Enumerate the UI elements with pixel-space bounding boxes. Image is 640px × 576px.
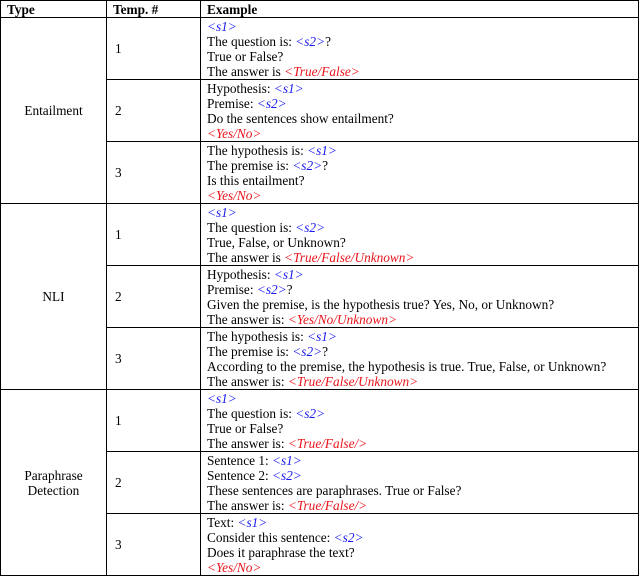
example-line bbox=[207, 173, 632, 188]
template-number: 3 bbox=[107, 328, 201, 390]
prompt-text: The premise is: bbox=[207, 158, 293, 173]
table-row bbox=[1, 390, 639, 452]
example-line bbox=[207, 297, 632, 312]
template-number: 2 bbox=[107, 80, 201, 142]
prompt-text: Sentence 1: bbox=[207, 453, 272, 468]
example-line bbox=[207, 391, 632, 406]
prompt-text: The answer is bbox=[207, 250, 285, 265]
prompt-text: Hypothesis: bbox=[207, 81, 274, 96]
placeholder-token: <s2> bbox=[292, 344, 323, 359]
template-number: 2 bbox=[107, 266, 201, 328]
prompt-text: Is this entailment? bbox=[207, 173, 305, 188]
template-number: 1 bbox=[107, 390, 201, 452]
table-row bbox=[1, 18, 639, 80]
example-line bbox=[207, 250, 632, 265]
example-line bbox=[207, 329, 632, 344]
answer-choices: <Yes/No> bbox=[207, 560, 262, 575]
answer-choices: <True/False/Unknown> bbox=[284, 250, 415, 265]
example-line bbox=[207, 267, 632, 282]
placeholder-token: <s2> bbox=[256, 96, 287, 111]
answer-choices: <True/False> bbox=[284, 64, 360, 79]
answer-choices: <True/False/> bbox=[287, 436, 368, 451]
example-line bbox=[207, 359, 632, 374]
example-cell bbox=[201, 452, 639, 514]
example-line bbox=[207, 453, 632, 468]
placeholder-token: <s1> bbox=[272, 453, 302, 468]
example-line bbox=[207, 282, 632, 297]
example-line bbox=[207, 205, 632, 220]
example-line bbox=[207, 436, 632, 451]
prompt-text: The premise is: bbox=[207, 344, 293, 359]
placeholder-token: <s2> bbox=[333, 530, 364, 545]
prompt-text: ? bbox=[286, 282, 293, 297]
prompt-text: The answer is: bbox=[207, 374, 288, 389]
example-cell bbox=[201, 80, 639, 142]
template-number: 1 bbox=[107, 18, 201, 80]
placeholder-token: <s2> bbox=[256, 282, 287, 297]
example-line bbox=[207, 374, 632, 389]
placeholder-token: <s1> bbox=[307, 143, 337, 158]
example-line bbox=[207, 19, 632, 34]
example-line bbox=[207, 545, 632, 560]
example-line bbox=[207, 111, 632, 126]
header-row bbox=[1, 1, 639, 18]
placeholder-token: <s1> bbox=[207, 19, 237, 34]
prompt-text: The answer is bbox=[207, 64, 285, 79]
prompt-text: The answer is: bbox=[207, 312, 288, 327]
example-line bbox=[207, 126, 632, 141]
prompt-text: Premise: bbox=[207, 96, 257, 111]
template-number: 2 bbox=[107, 452, 201, 514]
example-line bbox=[207, 560, 632, 575]
prompt-text: ? bbox=[325, 34, 331, 49]
prompt-text: Do the sentences show entailment? bbox=[207, 111, 394, 126]
example-line bbox=[207, 406, 632, 421]
example-line bbox=[207, 515, 632, 530]
header-temp-num: Temp. # bbox=[107, 1, 201, 18]
template-number: 3 bbox=[107, 514, 201, 576]
example-line bbox=[207, 64, 632, 79]
placeholder-token: <s1> bbox=[207, 205, 237, 220]
prompt-text: These sentences are paraphrases. True or False? bbox=[207, 483, 462, 498]
placeholder-token: <s2> bbox=[295, 406, 326, 421]
example-cell bbox=[201, 390, 639, 452]
answer-choices: <Yes/No> bbox=[207, 188, 262, 203]
example-cell bbox=[201, 266, 639, 328]
placeholder-token: <s2> bbox=[292, 158, 323, 173]
type-cell: Paraphrase Detection bbox=[1, 390, 107, 576]
prompt-text: True or False? bbox=[207, 49, 284, 64]
placeholder-token: <s2> bbox=[295, 220, 326, 235]
prompt-text: ? bbox=[322, 344, 328, 359]
header-example: Example bbox=[201, 1, 639, 18]
example-line bbox=[207, 312, 632, 327]
example-line bbox=[207, 421, 632, 436]
prompt-text: Does it paraphrase the text? bbox=[207, 545, 355, 560]
placeholder-token: <s1> bbox=[207, 391, 237, 406]
prompt-text: The question is: bbox=[207, 34, 296, 49]
prompt-text: True or False? bbox=[207, 421, 284, 436]
placeholder-token: <s1> bbox=[273, 81, 304, 96]
table-body bbox=[1, 18, 639, 576]
template-number: 1 bbox=[107, 204, 201, 266]
answer-choices: <Yes/No/Unknown> bbox=[287, 312, 397, 327]
placeholder-token: <s1> bbox=[237, 515, 268, 530]
example-line bbox=[207, 498, 632, 513]
example-cell bbox=[201, 514, 639, 576]
prompt-text: Hypothesis: bbox=[207, 267, 274, 282]
placeholder-token: <s2> bbox=[295, 34, 326, 49]
example-line bbox=[207, 468, 632, 483]
example-line bbox=[207, 158, 632, 173]
example-line bbox=[207, 188, 632, 203]
prompt-text: The answer is: bbox=[207, 436, 288, 451]
answer-choices: <True/False/Unknown> bbox=[287, 374, 419, 389]
placeholder-token: <s1> bbox=[273, 267, 304, 282]
table-row bbox=[1, 204, 639, 266]
prompt-text: The question is: bbox=[207, 220, 296, 235]
prompt-text: Sentence 2: bbox=[207, 468, 272, 483]
example-line bbox=[207, 81, 632, 96]
prompt-text: The hypothesis is: bbox=[207, 143, 308, 158]
placeholder-token: <s1> bbox=[307, 329, 337, 344]
answer-choices: <True/False/> bbox=[287, 498, 368, 513]
prompt-text: Given the premise, is the hypothesis true? Yes, No, or Unknown? bbox=[207, 297, 555, 312]
prompt-text: The question is: bbox=[207, 406, 296, 421]
example-line bbox=[207, 143, 632, 158]
example-line bbox=[207, 34, 632, 49]
example-line bbox=[207, 235, 632, 250]
prompt-text: True, False, or Unknown? bbox=[207, 235, 346, 250]
prompt-text: Premise: bbox=[207, 282, 257, 297]
prompt-text: Text: bbox=[207, 515, 238, 530]
example-cell bbox=[201, 142, 639, 204]
answer-choices: <Yes/No> bbox=[207, 126, 262, 141]
placeholder-token: <s2> bbox=[272, 468, 302, 483]
prompt-text: According to the premise, the hypothesis is true. True, False, or Unknown? bbox=[207, 359, 607, 374]
type-cell: Entailment bbox=[1, 18, 107, 204]
example-line bbox=[207, 49, 632, 64]
template-number: 3 bbox=[107, 142, 201, 204]
example-cell bbox=[201, 18, 639, 80]
example-line bbox=[207, 220, 632, 235]
example-line bbox=[207, 344, 632, 359]
prompt-text: The hypothesis is: bbox=[207, 329, 308, 344]
example-line bbox=[207, 96, 632, 111]
type-cell: NLI bbox=[1, 204, 107, 390]
example-line bbox=[207, 530, 632, 545]
prompt-text: The answer is: bbox=[207, 498, 288, 513]
header-type: Type bbox=[1, 1, 107, 18]
example-cell bbox=[201, 328, 639, 390]
example-line bbox=[207, 483, 632, 498]
example-cell bbox=[201, 204, 639, 266]
prompt-text: ? bbox=[322, 158, 328, 173]
prompt-text: Consider this sentence: bbox=[207, 530, 334, 545]
